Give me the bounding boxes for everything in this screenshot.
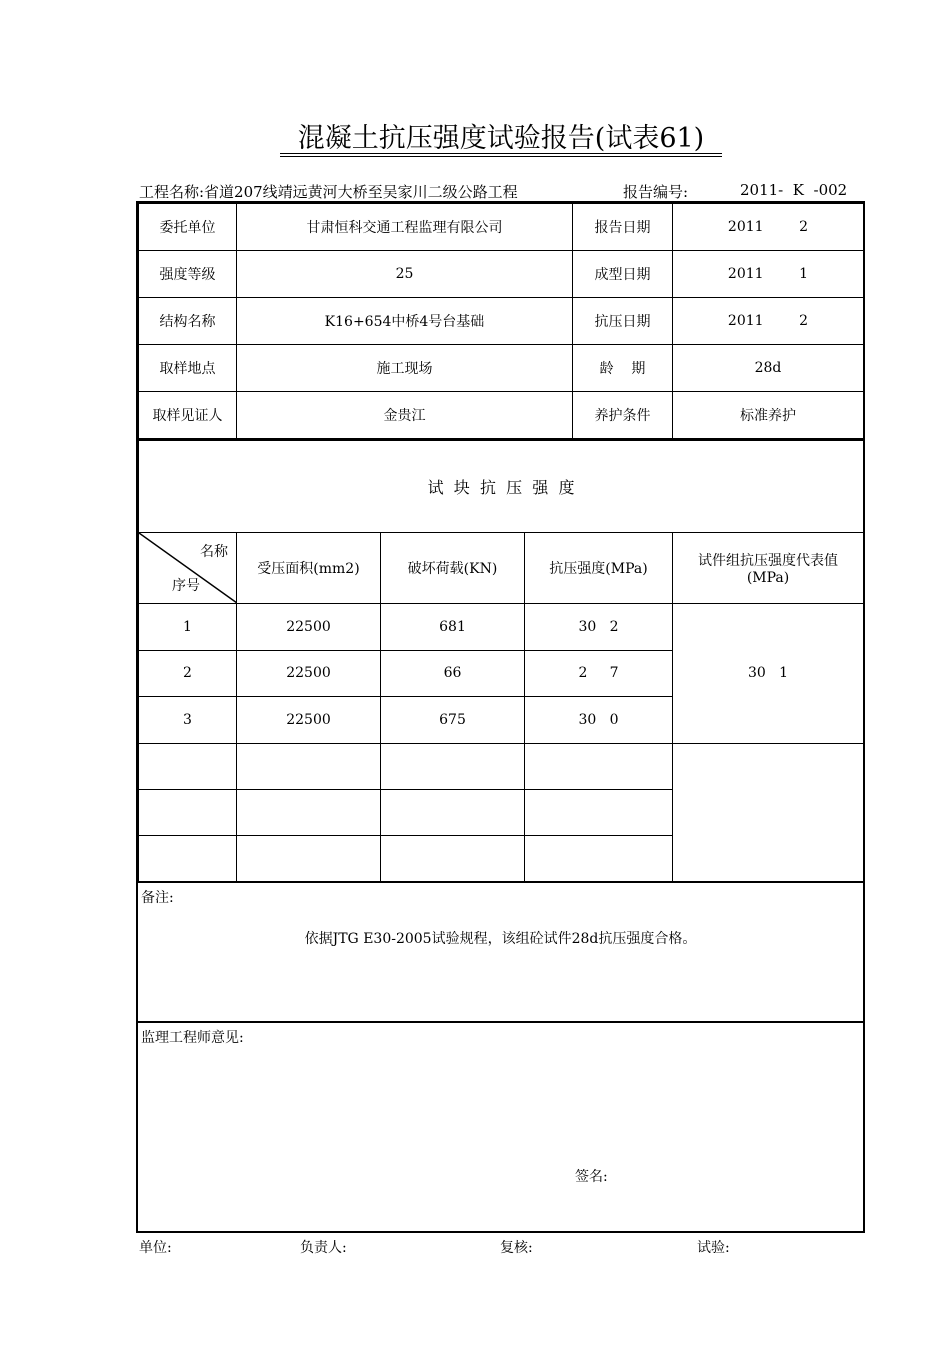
- row-area: 22500: [237, 603, 381, 650]
- report-number-label: 报告编号:: [623, 183, 689, 201]
- info-label: 养护条件: [573, 392, 673, 439]
- info-table: [138, 203, 864, 439]
- info-value: 标准养护: [673, 392, 864, 439]
- project-name: 工程名称:省道207线靖远黄河大桥至吴家川二级公路工程: [139, 183, 518, 201]
- info-label: 强度等级: [139, 251, 237, 298]
- remarks-section: [138, 881, 863, 1023]
- info-label: 取样地点: [139, 345, 237, 392]
- row-strength: 30 2: [525, 603, 673, 650]
- remarks-label: 备注:: [141, 890, 174, 906]
- footer-review: 复核:: [500, 1240, 533, 1256]
- info-value: 施工现场: [237, 345, 573, 392]
- info-value: K16+654中桥4号台基础: [237, 298, 573, 345]
- header-area: 受压面积(mm2): [237, 532, 381, 603]
- info-label: 报告日期: [573, 204, 673, 251]
- header-strength: 抗压强度(MPa): [525, 532, 673, 603]
- row-seq: 1: [139, 603, 237, 650]
- row-load: 675: [381, 696, 525, 743]
- info-row: [139, 251, 864, 298]
- header-row: [139, 532, 864, 603]
- empty-representative-cell: [673, 743, 864, 882]
- row-seq: 3: [139, 696, 237, 743]
- info-row: [139, 345, 864, 392]
- info-label: 结构名称: [139, 298, 237, 345]
- section-title: 试 块 抗 压 强 度: [139, 440, 864, 532]
- report-title: 混凝土抗压强度试验报告(试表61): [297, 123, 705, 154]
- footer-responsible: 负责人:: [300, 1240, 347, 1256]
- header-rep-line2: (MPa): [746, 569, 790, 586]
- info-value: 2011 2: [673, 204, 864, 251]
- header-rep-line1: 试件组抗压强度代表值: [698, 552, 839, 569]
- info-value: 25: [237, 251, 573, 298]
- engineer-opinion-label: 监理工程师意见:: [141, 1030, 244, 1046]
- info-label: 成型日期: [573, 251, 673, 298]
- report-number-value: 2011- K -002: [740, 181, 848, 199]
- engineer-opinion-section: [138, 1021, 863, 1231]
- info-value: 2011 2: [673, 298, 864, 345]
- footer-unit: 单位:: [139, 1240, 172, 1256]
- remarks-text: 依据JTG E30-2005试验规程，该组砼试件28d抗压强度合格。: [304, 931, 697, 947]
- info-row: [139, 392, 864, 439]
- info-label: 委托单位: [139, 204, 237, 251]
- header-name: 名称: [200, 543, 228, 560]
- row-area: 22500: [237, 696, 381, 743]
- diagonal-header-cell: [139, 532, 237, 603]
- representative-value: 30 1: [673, 603, 864, 743]
- header-seq: 序号: [172, 577, 200, 594]
- table-row: [139, 603, 864, 650]
- info-value: 甘肃恒科交通工程监理有限公司: [237, 204, 573, 251]
- info-value: 2011 1: [673, 251, 864, 298]
- info-label: 龄 期: [573, 345, 673, 392]
- header-representative: [673, 532, 864, 603]
- footer-test: 试验:: [697, 1240, 730, 1256]
- report-sheet: [136, 201, 865, 1233]
- title-underline: [280, 153, 722, 154]
- info-label: 抗压日期: [573, 298, 673, 345]
- info-value: 金贵江: [237, 392, 573, 439]
- info-value: 28d: [673, 345, 864, 392]
- row-load: 66: [381, 650, 525, 696]
- info-row: [139, 204, 864, 251]
- title-underline-double: [280, 156, 722, 157]
- report-title-block: [280, 116, 722, 160]
- row-strength: 2 7: [525, 650, 673, 696]
- info-row: [139, 298, 864, 345]
- info-label: 取样见证人: [139, 392, 237, 439]
- row-strength: 30 0: [525, 696, 673, 743]
- strength-table: [138, 439, 864, 883]
- signature-label: 签名:: [575, 1169, 608, 1185]
- row-load: 681: [381, 603, 525, 650]
- header-load: 破坏荷载(KN): [381, 532, 525, 603]
- row-area: 22500: [237, 650, 381, 696]
- table-row-empty: [139, 743, 864, 789]
- row-seq: 2: [139, 650, 237, 696]
